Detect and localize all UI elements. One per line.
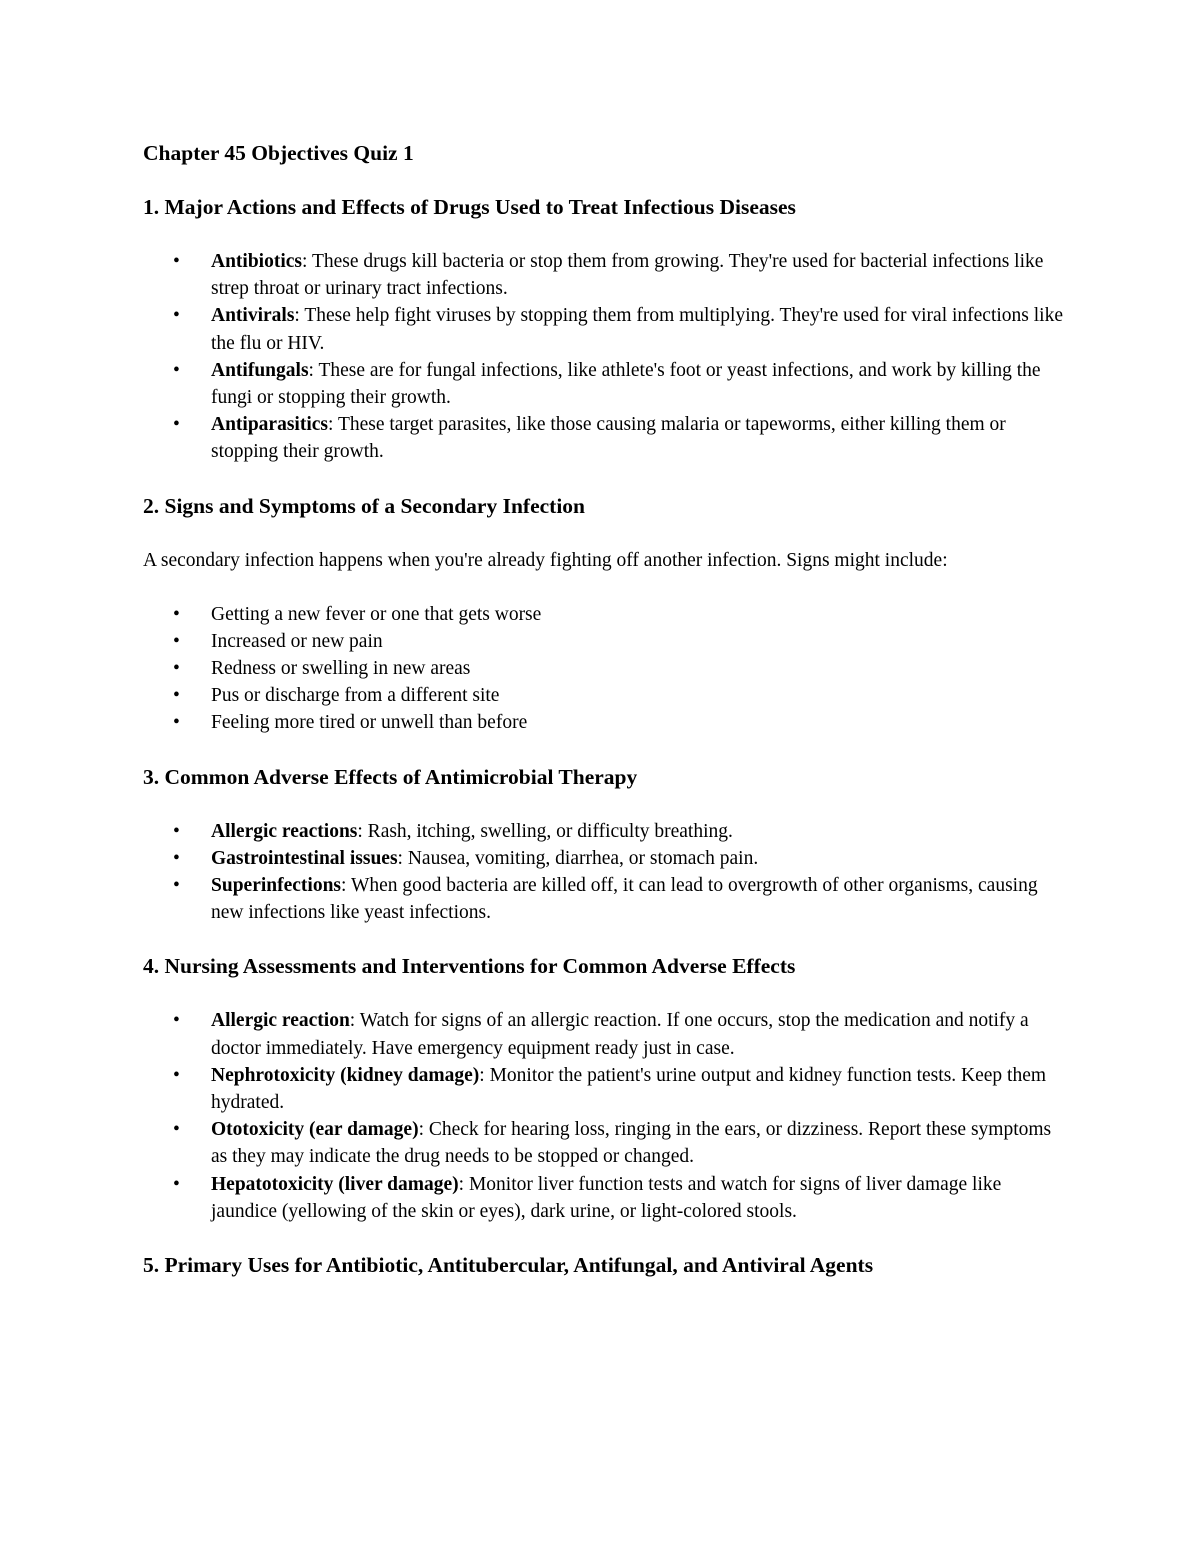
item-text: Pus or discharge from a different site (211, 685, 500, 707)
bullet-icon: • (173, 630, 180, 652)
list-item (143, 1062, 1068, 1116)
bullet-icon: • (173, 1010, 180, 1032)
item-text: : Nausea, vomiting, diarrhea, or stomach pain. (397, 847, 759, 869)
bullet-list (143, 601, 1068, 737)
section-heading: 5. Primary Uses for Antibiotic, Antitubercular, Antifungal, and Antiviral Agents (143, 1253, 874, 1278)
item-text: Redness or swelling in new areas (211, 658, 471, 680)
item-term: Antibiotics (211, 251, 303, 272)
list-item (143, 682, 1068, 709)
bullet-icon: • (173, 414, 180, 436)
list-item (143, 1007, 1068, 1061)
section-drug-actions (143, 194, 1068, 466)
item-term: Antivirals (211, 305, 295, 327)
bullet-list (143, 248, 1068, 466)
list-item (143, 601, 1068, 628)
section-heading: 1. Major Actions and Effects of Drugs Used to Treat Infectious Diseases (143, 195, 796, 219)
bullet-icon: • (173, 712, 180, 734)
bullet-list (143, 818, 1068, 927)
item-term: Hepatotoxicity (liver damage) (211, 1173, 459, 1195)
item-term: Allergic reaction (211, 1010, 350, 1032)
section-secondary-infection (143, 493, 1068, 737)
item-term: Allergic reactions (211, 820, 358, 842)
bullet-icon: • (173, 685, 180, 707)
document-title: Chapter 45 Objectives Quiz 1 (143, 141, 414, 165)
list-item (143, 1116, 1068, 1170)
list-item (143, 357, 1068, 411)
section-heading: 3. Common Adverse Effects of Antimicrobial Therapy (143, 764, 638, 789)
item-text: : Monitor the patient's urine output and kidney function tests. Keep them hydrated. (211, 1064, 1047, 1114)
document-page (143, 140, 1068, 1306)
bullet-icon: • (173, 658, 180, 680)
item-text: : These target parasites, like those causing malaria or tapeworms, either killing them or stopping their growth. (211, 414, 1006, 463)
bullet-icon: • (173, 359, 180, 381)
section-adverse-effects (143, 764, 1068, 927)
item-term: Nephrotoxicity (kidney damage) (211, 1064, 480, 1086)
item-term: Superinfections (211, 875, 342, 897)
list-item (143, 709, 1068, 736)
bullet-icon: • (173, 875, 180, 897)
list-item (143, 655, 1068, 682)
bullet-icon: • (173, 603, 180, 625)
section-heading: 2. Signs and Symptoms of a Secondary Infection (143, 493, 585, 518)
list-item (143, 818, 1068, 845)
bullet-icon: • (173, 820, 180, 842)
item-text: : These are for fungal infections, like athlete's foot or yeast infections, and work by killing the fungi or stopping their growth. (211, 359, 1041, 409)
bullet-icon: • (173, 251, 180, 272)
section-intro: A secondary infection happens when you're already fighting off another infection. Signs might include: (143, 549, 948, 571)
item-text: : Check for hearing loss, ringing in the ears, or dizziness. Report these symptoms as they may indicate the drug needs to be stopped or changed. (211, 1119, 1052, 1168)
bullet-icon: • (173, 1119, 180, 1141)
item-text: : These help fight viruses by stopping them from multiplying. They're used for viral infections like the flu or HIV. (211, 305, 1063, 354)
item-term: Antiparasitics (211, 414, 328, 436)
bullet-icon: • (173, 1173, 180, 1195)
bullet-icon: • (173, 847, 180, 869)
item-term: Gastrointestinal issues (211, 847, 398, 869)
item-term: Ototoxicity (ear damage) (211, 1119, 419, 1141)
item-text: Getting a new fever or one that gets worse (211, 603, 542, 625)
bullet-list (143, 1007, 1068, 1225)
item-text: : Monitor liver function tests and watch for signs of liver damage like jaundice (yellowing of the skin or eyes), dark urine, or light-colored stools. (211, 1173, 1002, 1222)
item-text: : These drugs kill bacteria or stop them from growing. They're used for bacterial infections like strep throat or urinary tract infections. (211, 251, 1044, 300)
item-text: : Watch for signs of an allergic reaction. If one occurs, stop the medication and notify a doctor immediately. Have emergency equipment ready just in case. (211, 1010, 1029, 1059)
item-term: Antifungals (211, 359, 309, 381)
item-text: : Rash, itching, swelling, or difficulty breathing. (357, 820, 733, 842)
section-nursing-interventions (143, 953, 1068, 1225)
list-item (143, 302, 1068, 356)
list-item (143, 628, 1068, 655)
bullet-icon: • (173, 1064, 180, 1086)
list-item (143, 872, 1068, 926)
list-item (143, 1171, 1068, 1225)
item-text: : When good bacteria are killed off, it can lead to overgrowth of other organisms, causing new infections like yeast infections. (211, 875, 1038, 924)
list-item (143, 248, 1068, 302)
bullet-icon: • (173, 305, 180, 327)
item-text: Feeling more tired or unwell than before (211, 712, 528, 734)
item-text: Increased or new pain (211, 630, 383, 652)
section-heading: 4. Nursing Assessments and Interventions for Common Adverse Effects (143, 954, 796, 979)
list-item (143, 411, 1068, 465)
list-item (143, 845, 1068, 872)
section-primary-uses (143, 1252, 1068, 1279)
